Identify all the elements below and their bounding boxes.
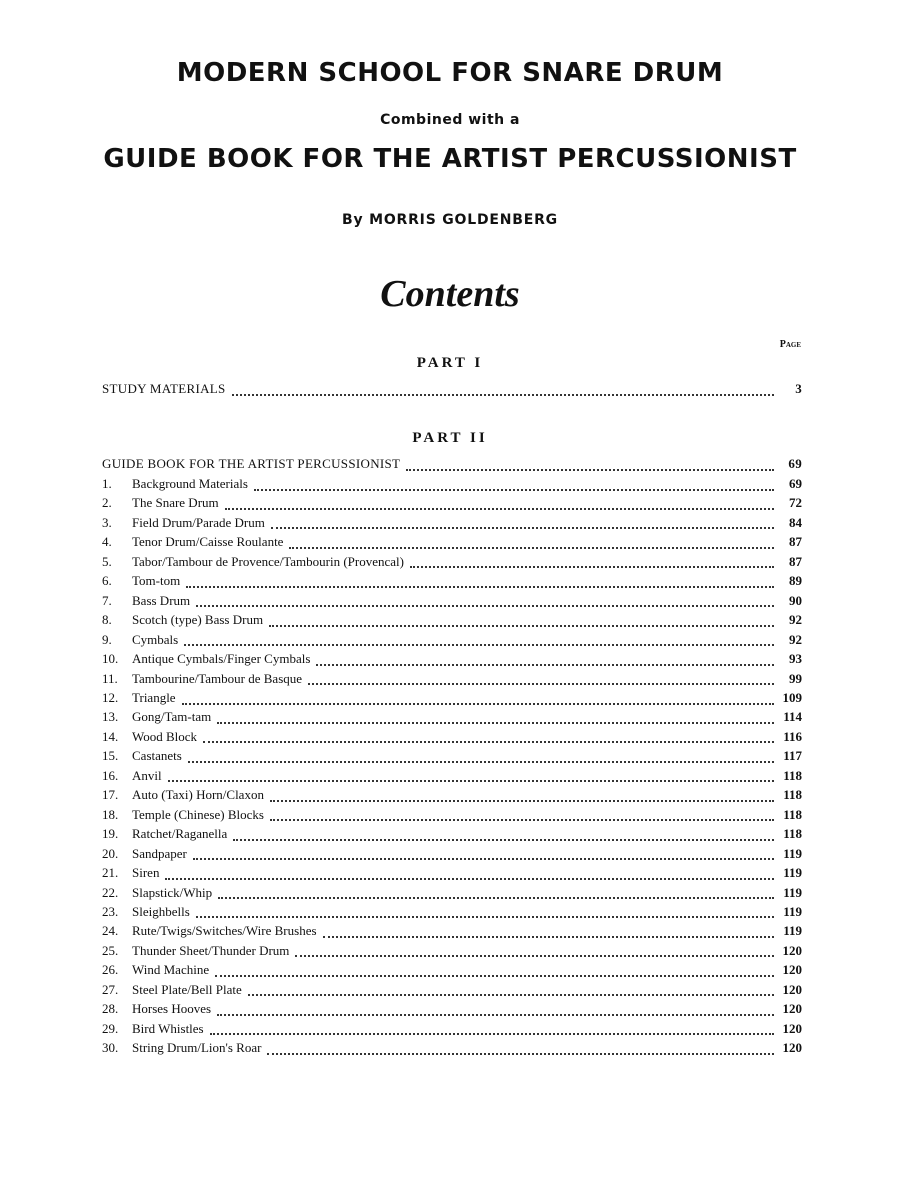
toc-entry-number: 18. [102, 806, 119, 822]
toc-entry-number: 17. [102, 787, 119, 803]
toc-entry-label: Tenor Drum/Caisse Roulante [132, 534, 284, 550]
toc-entry-page: 72 [789, 495, 802, 511]
toc-entry-number: 3. [102, 514, 112, 530]
toc-entry-label: Field Drum/Parade Drum [132, 514, 265, 530]
toc-entry [102, 865, 802, 884]
toc-entry-number: 21. [102, 865, 119, 880]
toc-entry-page: 120 [782, 1040, 802, 1055]
toc-entry-page: 87 [789, 553, 802, 569]
toc-entry-page: 87 [789, 534, 802, 550]
toc-entry [102, 495, 802, 514]
toc-entry [102, 982, 802, 1001]
toc-entry-page: 109 [782, 690, 802, 705]
toc-entry-label: Antique Cymbals/Finger Cymbals [132, 651, 311, 666]
part-two-heading: PART II [412, 430, 488, 446]
toc-entry [102, 690, 802, 709]
toc-entry [102, 904, 802, 923]
page-column-label: Page [779, 339, 801, 350]
toc-entry-page: 118 [783, 826, 802, 842]
dot-leader [232, 384, 774, 396]
dot-leader [203, 731, 774, 743]
toc-entry-number: 27. [102, 981, 119, 997]
dot-leader [215, 965, 774, 977]
dot-leader [184, 634, 774, 646]
toc-entry-label: String Drum/Lion's Roar [132, 1040, 262, 1055]
toc-entry-label: Tom-tom [132, 573, 181, 589]
toc-entry-label: Bird Whistles [132, 1020, 204, 1036]
contents-heading: Contents [380, 273, 520, 315]
toc-entry-number: 23. [102, 903, 119, 919]
toc-entry-label: Rute/Twigs/Switches/Wire Brushes [132, 923, 317, 939]
toc-entry-page: 119 [783, 923, 802, 939]
toc-entry-page: 120 [782, 1001, 802, 1017]
toc-entry-number: 10. [102, 651, 119, 666]
dot-leader [186, 576, 774, 588]
toc-entry [102, 962, 802, 981]
toc-entry-number: 25. [102, 942, 119, 958]
toc-entry-page: 84 [789, 514, 802, 530]
dot-leader [323, 926, 774, 938]
dot-leader [210, 1023, 774, 1035]
toc-entry [102, 768, 802, 787]
toc-entry-label: GUIDE BOOK FOR THE ARTIST PERCUSSIONIST [102, 456, 401, 471]
dot-leader [196, 906, 774, 918]
toc-entry-page: 120 [782, 962, 802, 978]
dot-leader [188, 751, 774, 763]
toc-entry [102, 632, 802, 651]
toc-entry-number: 12. [102, 690, 119, 705]
toc-entry-number: 15. [102, 748, 119, 764]
toc-entry [102, 787, 802, 806]
combined-with-line: Combined with a [380, 112, 520, 128]
toc-entry [102, 748, 802, 767]
toc-entry-label: Cymbals [132, 631, 179, 647]
toc-entry-page: 92 [789, 612, 802, 628]
toc-entry-number: 28. [102, 1001, 119, 1017]
dot-leader [233, 829, 774, 841]
toc-entry [102, 476, 802, 495]
dot-leader [217, 1004, 774, 1016]
dot-leader [269, 615, 774, 627]
toc-entry-label: Slapstick/Whip [132, 884, 213, 900]
dot-leader [271, 517, 774, 529]
toc-entry-number: 7. [102, 592, 112, 608]
toc-entry-page: 69 [789, 476, 802, 491]
dot-leader [225, 498, 774, 510]
toc-entry-number: 24. [102, 923, 119, 939]
toc-entry [102, 807, 802, 826]
toc-entry [102, 573, 802, 592]
toc-entry-page: 120 [782, 981, 802, 997]
toc-entry-label: Sleighbells [132, 903, 190, 919]
dot-leader [295, 945, 774, 957]
toc-entry [102, 709, 802, 728]
toc-entry [102, 729, 802, 748]
toc-entry [102, 923, 802, 942]
toc-entry [102, 885, 802, 904]
toc-entry-page: 120 [782, 1020, 802, 1036]
toc-entry-page: 90 [789, 592, 802, 608]
toc-entry [102, 554, 802, 573]
toc-entry-number: 8. [102, 612, 112, 628]
dot-leader [254, 479, 774, 491]
toc-entry-label: Ratchet/Raganella [132, 826, 228, 842]
toc-entry-page: 117 [783, 748, 802, 764]
toc-entry-label: Background Materials [132, 476, 248, 491]
toc-entry-page: 119 [783, 845, 802, 861]
toc-entry-number: 16. [102, 767, 119, 783]
toc-entry-study-materials [102, 381, 802, 400]
toc-entry-number: 4. [102, 534, 112, 550]
toc-entry-guide-book [102, 456, 802, 475]
author-line: By MORRIS GOLDENBERG [342, 212, 558, 228]
toc-entry-page: 93 [789, 651, 802, 666]
toc-entry [102, 846, 802, 865]
dot-leader [248, 984, 774, 996]
toc-entry-number: 9. [102, 631, 112, 647]
toc-entry-label: Wind Machine [132, 962, 210, 978]
part-one-heading: PART I [416, 355, 484, 371]
toc-entry-label: Castanets [132, 748, 182, 764]
toc-entry-page: 118 [783, 767, 802, 783]
toc-entry-number: 29. [102, 1020, 119, 1036]
dot-leader [270, 809, 774, 821]
toc-entry-label: Gong/Tam-tam [132, 709, 212, 725]
dot-leader [410, 556, 774, 568]
toc-entry-number: 13. [102, 709, 119, 725]
dot-leader [406, 459, 774, 471]
toc-entry-label: Scotch (type) Bass Drum [132, 612, 264, 628]
book-subtitle: GUIDE BOOK FOR THE ARTIST PERCUSSIONIST [103, 144, 797, 174]
toc-entry-number: 20. [102, 845, 119, 861]
toc-entry-label: Steel Plate/Bell Plate [132, 981, 242, 997]
toc-entry-page: 116 [783, 728, 802, 744]
toc-entry [102, 593, 802, 612]
toc-entry [102, 671, 802, 690]
toc-entry [102, 1001, 802, 1020]
toc-entry-number: 2. [102, 495, 112, 511]
toc-entry-number: 30. [102, 1040, 119, 1055]
toc-entry-label: Temple (Chinese) Blocks [132, 806, 264, 822]
dot-leader [308, 673, 774, 685]
toc-entry-label: Thunder Sheet/Thunder Drum [132, 942, 290, 958]
toc-entry-number: 22. [102, 884, 119, 900]
toc-entry-page: 118 [783, 806, 802, 822]
toc-entry-label: STUDY MATERIALS [102, 381, 226, 396]
toc-entry [102, 826, 802, 845]
toc-entry-page: 89 [789, 573, 802, 589]
toc-entry-page: 119 [783, 865, 802, 880]
toc-entry-page: 118 [783, 787, 802, 803]
dot-leader [217, 712, 774, 724]
toc-entry [102, 943, 802, 962]
toc-entry-page: 114 [783, 709, 802, 725]
toc-entry-label: Auto (Taxi) Horn/Claxon [132, 787, 264, 803]
toc-entry-number: 6. [102, 573, 112, 589]
toc-entry-page: 119 [783, 884, 802, 900]
toc-entry-label: Triangle [132, 690, 176, 705]
book-title: MODERN SCHOOL FOR SNARE DRUM [176, 58, 724, 88]
toc-entry [102, 651, 802, 670]
toc-entry-label: Tambourine/Tambour de Basque [132, 670, 303, 686]
dot-leader [196, 595, 774, 607]
dot-leader [182, 693, 774, 705]
toc-entry-label: Siren [132, 865, 160, 880]
toc-entry-page: 120 [782, 942, 802, 958]
toc-entry [102, 1021, 802, 1040]
toc-entry-label: The Snare Drum [132, 495, 219, 511]
toc-entry-label: Tabor/Tambour de Provence/Tambourin (Provencal) [132, 553, 404, 569]
toc-entry-number: 14. [102, 728, 119, 744]
toc-entry-page: 92 [789, 631, 802, 647]
toc-entry-page: 3 [795, 381, 802, 396]
dot-leader [168, 770, 774, 782]
dot-leader [289, 537, 774, 549]
dot-leader [270, 790, 774, 802]
toc-entry-page: 69 [788, 456, 802, 471]
toc-entry-number: 5. [102, 553, 112, 569]
toc-entry-label: Sandpaper [132, 845, 187, 861]
toc-entry-page: 119 [783, 903, 802, 919]
toc-entry [102, 1040, 802, 1059]
dot-leader [218, 887, 774, 899]
dot-leader [267, 1043, 774, 1055]
toc-entry-label: Anvil [132, 767, 162, 783]
toc-entry-page: 99 [789, 670, 802, 686]
toc-entry-label: Bass Drum [132, 592, 191, 608]
toc-entry-label: Horses Hooves [132, 1001, 212, 1017]
toc-entry [102, 534, 802, 553]
toc-entry [102, 515, 802, 534]
toc-entry-number: 19. [102, 826, 119, 842]
dot-leader [165, 868, 774, 880]
dot-leader [316, 654, 774, 666]
toc-entry-number: 26. [102, 962, 119, 978]
toc-entry [102, 612, 802, 631]
toc-entry-label: Wood Block [132, 728, 198, 744]
toc-entry-number: 1. [102, 476, 112, 491]
dot-leader [193, 848, 774, 860]
toc-entry-number: 11. [102, 670, 118, 686]
